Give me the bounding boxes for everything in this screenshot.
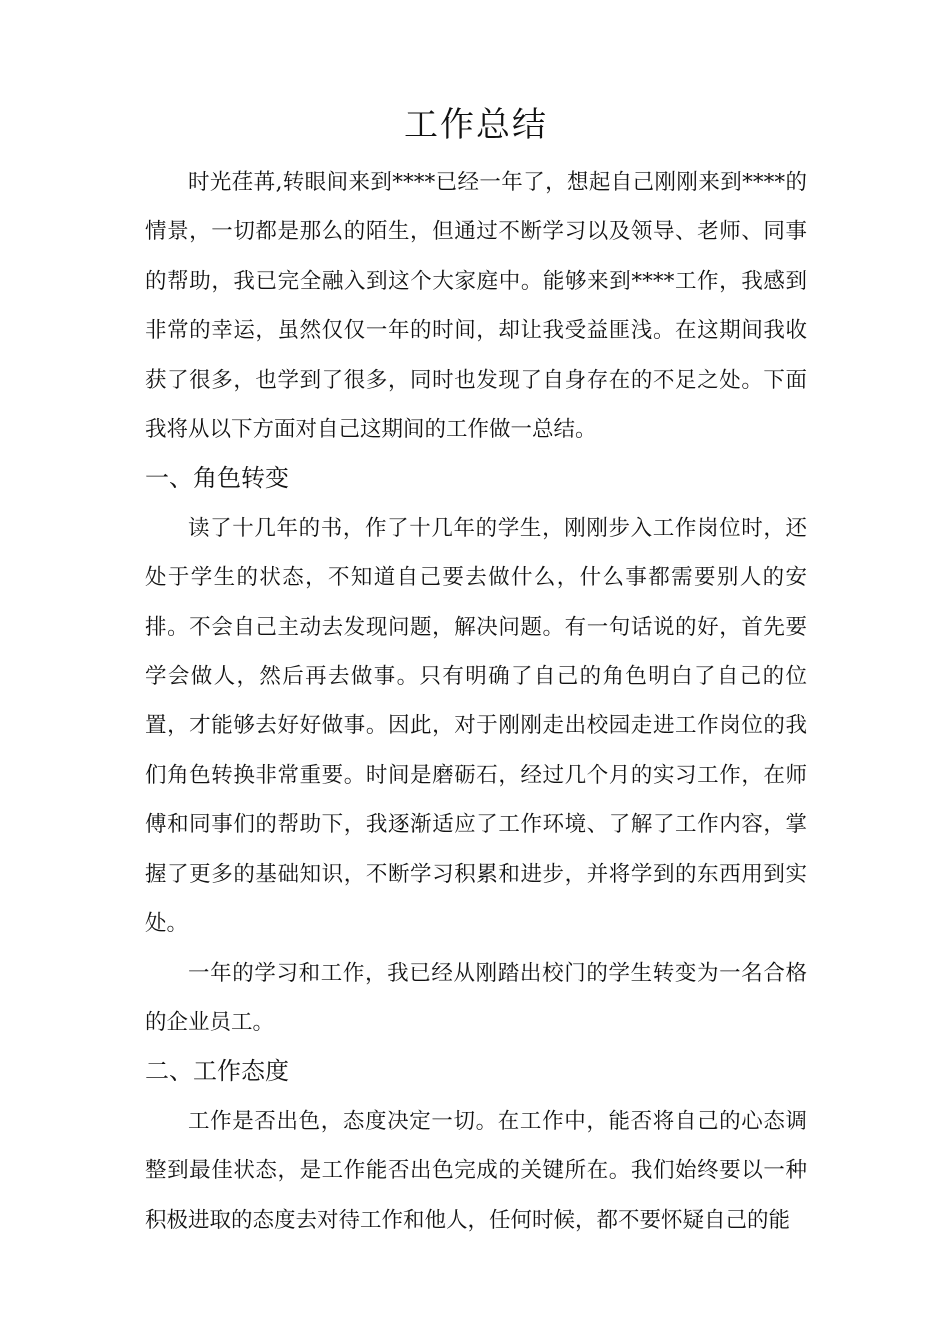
section-1-paragraph-1: 读了十几年的书，作了十几年的学生，刚刚步入工作岗位时，还处于学生的状态，不知道自己要去做什么，什么事都需要别人的安排。不会自己主动去发现问题，解决问题。有一句话说的好，首先要学会做人，然后再去做事。只有明确了自己的角色明白了自己的位置，才能够去好好做事。因此，对于刚刚走出校园走进工作岗位的我们角色转换非常重要。时间是磨砺石，经过几个月的实习工作，在师傅和同事们的帮助下，我逐渐适应了工作环境、了解了工作内容，掌握了更多的基础知识，不断学习积累和进步，并将学到的东西用到实处。 xyxy=(145,515,807,937)
section-1-paragraph-2: 一年的学习和工作，我已经从刚踏出校门的学生转变为一名合格的企业员工。 xyxy=(145,960,807,1035)
intro-paragraph: 时光荏苒,转眼间来到****已经一年了，想起自己刚刚来到****的情景，一切都是那么的陌生，但通过不断学习以及领导、老师、同事的帮助，我已完全融入到这个大家庭中。能够来到****工作，我感到非常的幸运，虽然仅仅一年的时间，却让我受益匪浅。在这期间我收获了很多，也学到了很多，同时也发现了自身存在的不足之处。下面我将从以下方面对自己这期间的工作做一总结。 xyxy=(145,170,807,443)
section-heading-role-change: 一、角色转变 xyxy=(145,464,289,493)
document-title: 工作总结 xyxy=(404,105,548,145)
document-body xyxy=(145,100,807,1245)
section-heading-work-attitude: 二、工作态度 xyxy=(145,1057,289,1086)
section-2-paragraph-1: 工作是否出色，态度决定一切。在工作中，能否将自己的心态调整到最佳状态，是工作能否出色完成的关键所在。我们始终要以一种积极进取的态度去对待工作和他人，任何时候，都不要怀疑自己的能 xyxy=(145,1108,807,1233)
